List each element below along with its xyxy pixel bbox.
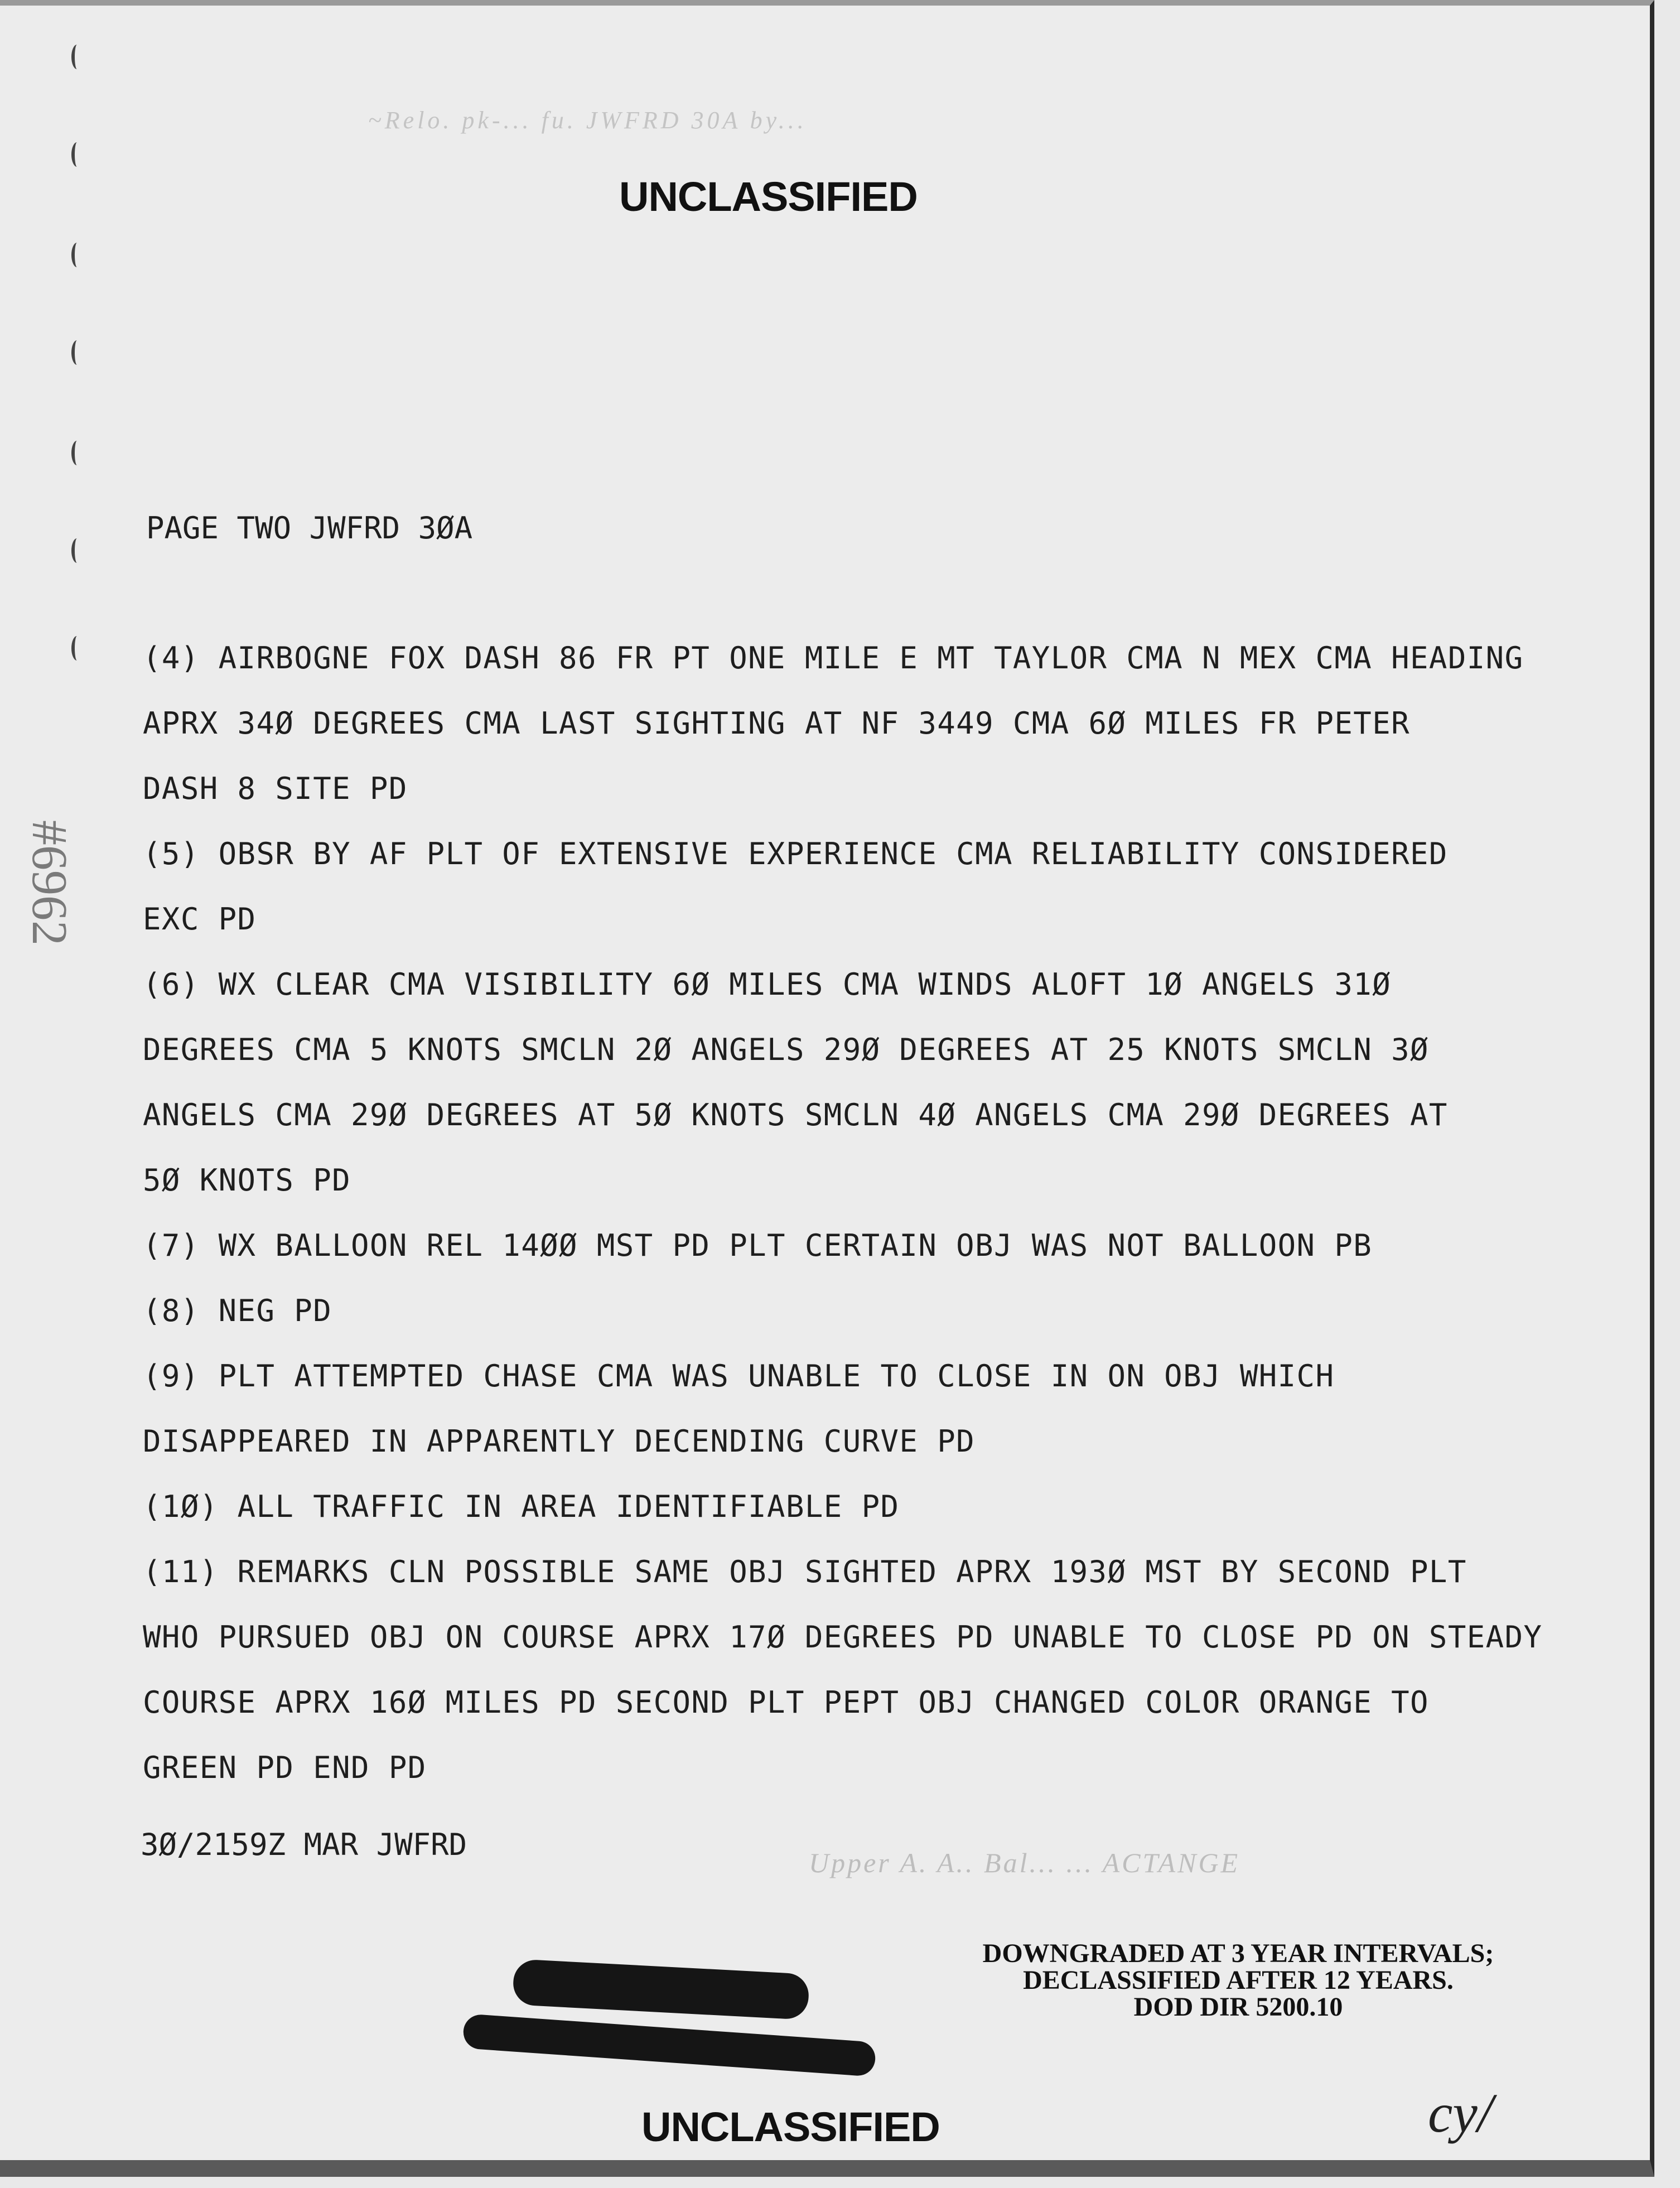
date-time-group: 3Ø/2159Z MAR JWFRD	[141, 1827, 467, 1862]
stamp-line: DECLASSIFIED AFTER 12 YEARS.	[1023, 1965, 1454, 1995]
message-line: GREEN PD END PD	[143, 1750, 427, 1785]
message-line: DEGREES CMA 5 KNOTS SMCLN 2Ø ANGELS 29Ø DEGREES AT 25 KNOTS SMCLN 3Ø	[143, 1032, 1429, 1067]
message-line: 5Ø KNOTS PD	[143, 1163, 351, 1198]
handwritten-initials: cy/	[1428, 2082, 1493, 2144]
punch-hole-mark	[71, 243, 83, 267]
message-line: (11) REMARKS CLN POSSIBLE SAME OBJ SIGHTED APRX 193Ø MST BY SECOND PLT	[143, 1554, 1467, 1589]
message-line: WHO PURSUED OBJ ON COURSE APRX 17Ø DEGREES PD UNABLE TO CLOSE PD ON STEADY	[143, 1620, 1543, 1655]
page-header: PAGE TWO JWFRD 3ØA	[146, 510, 473, 546]
punch-hole-mark	[71, 636, 83, 661]
side-file-number: #6962	[22, 820, 77, 946]
message-line: EXC PD	[143, 902, 257, 937]
message-line: (6) WX CLEAR CMA VISIBILITY 6Ø MILES CMA WINDS ALOFT 1Ø ANGELS 31Ø	[143, 967, 1392, 1002]
punch-hole-mark	[71, 45, 83, 69]
downgrade-stamp	[926, 1940, 1551, 2021]
message-line: (8) NEG PD	[143, 1293, 332, 1328]
redaction-mark	[462, 2013, 877, 2076]
message-line: APRX 34Ø DEGREES CMA LAST SIGHTING AT NF 3449 CMA 6Ø MILES FR PETER	[143, 706, 1411, 741]
redaction-mark	[512, 1959, 810, 2020]
punch-hole-mark	[71, 142, 83, 167]
classification-top: UNCLASSIFIED	[619, 174, 918, 220]
punch-hole-mark	[71, 441, 83, 465]
message-line: COURSE APRX 16Ø MILES PD SECOND PLT PEPT OBJ CHANGED COLOR ORANGE TO	[143, 1685, 1429, 1720]
classification-bottom: UNCLASSIFIED	[641, 2104, 940, 2150]
punch-hole-mark	[71, 538, 83, 563]
message-line: (1Ø) ALL TRAFFIC IN AREA IDENTIFIABLE PD	[143, 1489, 900, 1524]
faint-top-annotation: ~Relo. pk-... fu. JWFRD 30A by...	[368, 107, 807, 134]
message-body	[143, 639, 1638, 1814]
stamp-line: DOWNGRADED AT 3 YEAR INTERVALS;	[982, 1939, 1494, 1968]
message-line: DISAPPEARED IN APPARENTLY DECENDING CURVE PD	[143, 1424, 976, 1459]
message-line: (7) WX BALLOON REL 14ØØ MST PD PLT CERTAIN OBJ WAS NOT BALLOON PB	[143, 1228, 1373, 1263]
message-line: (9) PLT ATTEMPTED CHASE CMA WAS UNABLE TO CLOSE IN ON OBJ WHICH	[143, 1358, 1335, 1394]
stamp-line: DOD DIR 5200.10	[1133, 1992, 1343, 2022]
message-line: (4) AIRBOGNE FOX DASH 86 FR PT ONE MILE E MT TAYLOR CMA N MEX CMA HEADING	[143, 640, 1524, 676]
punch-hole-mark	[71, 340, 83, 365]
message-line: (5) OBSR BY AF PLT OF EXTENSIVE EXPERIENCE CMA RELIABILITY CONSIDERED	[143, 836, 1448, 871]
handwritten-annotation: Upper A. A.. Bal... ... ACTANGE	[809, 1847, 1240, 1878]
message-line: ANGELS CMA 29Ø DEGREES AT 5Ø KNOTS SMCLN 4Ø ANGELS CMA 29Ø DEGREES AT	[143, 1097, 1448, 1132]
message-line: DASH 8 SITE PD	[143, 771, 408, 806]
